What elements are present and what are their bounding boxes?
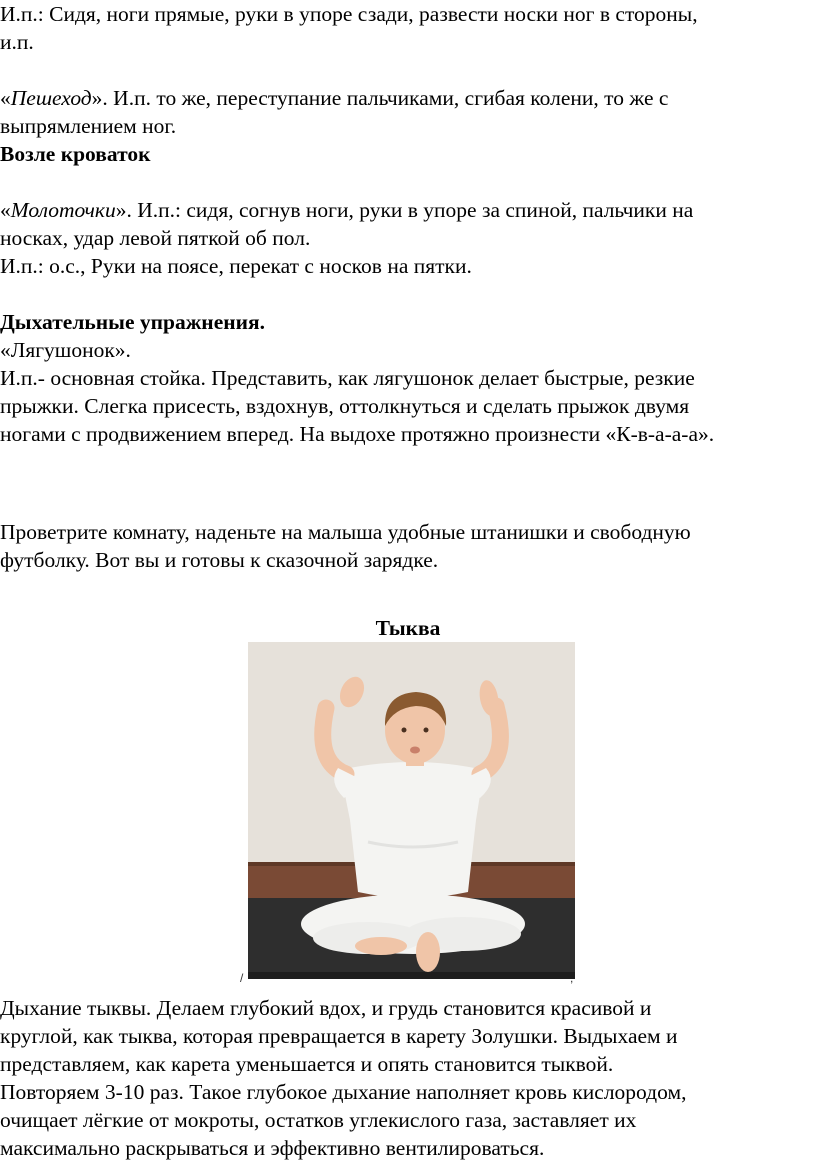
ip1-line2: и.п. [0, 30, 34, 54]
frog-title: «Лягушонок». [0, 338, 131, 362]
pedestrian-line1 [0, 85, 668, 113]
hammers-line1 [0, 197, 693, 225]
pumpkin-line3: представляем, как карета уменьшается и опять становится тыквой. [0, 1052, 614, 1076]
pumpkin-line5: очищает лёгкие от мокроты, остатков углекислого газа, заставляет их [0, 1108, 637, 1132]
child-exercise-photo [248, 642, 575, 979]
photo-corner-mark-left: / [240, 971, 244, 985]
frog-line1: И.п.- основная стойка. Представить, как лягушонок делает быстрые, резкие [0, 366, 695, 390]
ventilate-line1: Проветрите комнату, наденьте на малыша удобные штанишки и свободную [0, 520, 691, 544]
pedestrian-open-quote: « [0, 86, 11, 110]
pumpkin-line6: максимально раскрываться и эффективно вентилироваться. [0, 1136, 545, 1160]
ip1-line1: И.п.: Сидя, ноги прямые, руки в упоре сзади, развести носки ног в стороны, [0, 2, 698, 26]
hammers-open-quote: « [0, 198, 11, 222]
frog-line3: ногами с продвижением вперед. На выдохе протяжно произнести «К-в-а-а-а». [0, 422, 715, 446]
pumpkin-heading: Тыква [375, 616, 441, 640]
photo-foot-left [355, 937, 407, 955]
ip-os-line: И.п.: о.с., Руки на поясе, перекат с носков на пятки. [0, 254, 472, 278]
pedestrian-line2: выпрямлением ног. [0, 114, 177, 138]
photo-foot-right [416, 932, 440, 972]
pumpkin-line1: Дыхание тыквы. Делаем глубокий вдох, и грудь становится красивой и [0, 996, 652, 1020]
pedestrian-name: Пешеход [10, 86, 92, 110]
hammers-name: Молоточки [10, 198, 116, 222]
hammers-line1-rest: ». И.п.: сидя, согнув ноги, руки в упоре за спиной, пальчики на [115, 198, 694, 222]
photo-corner-mark-right: , [570, 971, 574, 985]
section-heading-beds: Возле кроваток [0, 142, 151, 166]
section-heading-breathing: Дыхательные упражнения. [0, 310, 266, 334]
pedestrian-line1-rest: ». И.п. то же, переступание пальчиками, сгибая колени, то же с [91, 86, 669, 110]
frog-line2: прыжки. Слегка присесть, вздохнув, оттолкнуться и сделать прыжок двумя [0, 394, 690, 418]
pumpkin-line4: Повторяем 3-10 раз. Такое глубокое дыхание наполняет кровь кислородом, [0, 1080, 687, 1104]
pumpkin-line2: круглой, как тыква, которая превращается в карету Золушки. Выдыхаем и [0, 1024, 678, 1048]
ventilate-line2: футболку. Вот вы и готовы к сказочной зарядке. [0, 548, 439, 572]
hammers-line2: носках, удар левой пяткой об пол. [0, 226, 311, 250]
